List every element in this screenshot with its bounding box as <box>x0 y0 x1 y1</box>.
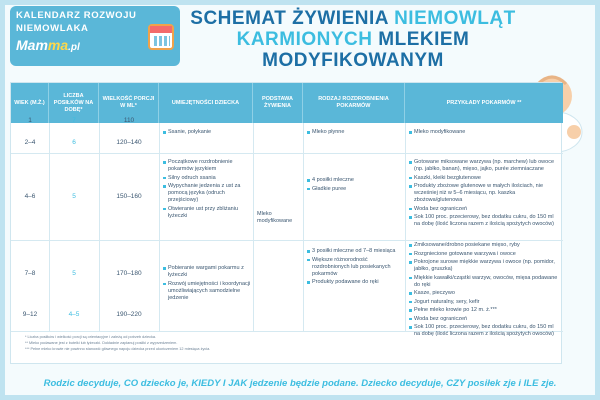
row-4-portion: 170–180 <box>116 270 142 277</box>
column-divider <box>159 123 160 331</box>
row-2-portion: 120–140 <box>116 139 142 146</box>
list-item: Sok 100 proc. przecierowy, bez dodatku cukru, do 150 ml na dobę (ilość liczona razem z ilością spożytych owoców) <box>409 324 561 338</box>
skills-list-b <box>163 159 251 221</box>
row-1-portion: 110 <box>123 117 135 124</box>
row-5-portion: 190–220 <box>116 311 142 318</box>
texture-list-c <box>307 248 403 288</box>
column-divider <box>405 123 406 331</box>
list-item: Otwieranie ust przy zbliżaniu łyżeczki <box>163 206 251 220</box>
list-item: Pobieranie wargami pokarmu z łyżeczki <box>163 265 251 279</box>
column-divider <box>99 123 100 331</box>
examples-list-b <box>409 159 561 230</box>
examples-list-a <box>409 129 561 138</box>
list-item: Pokrojone surowe miękkie warzywa i owoce (np. pomidor, jabłko, gruszka) <box>409 259 561 273</box>
feeding-table <box>10 82 562 364</box>
list-item: Miękkie kawałki/cząstki warzyw, owoców, mięsa podawane do ręki <box>409 275 561 289</box>
list-item: Woda bez ograniczeń <box>409 316 561 323</box>
texture-list-b <box>307 177 403 194</box>
row-3-age: 4–6 <box>24 193 36 200</box>
brand-box <box>10 6 180 66</box>
logo-part-c: .pl <box>68 42 80 53</box>
header-portion: WIELKOŚĆ PORCJI W ML* <box>99 83 159 123</box>
row-5-meals: 4–5 <box>68 311 80 318</box>
row-3-meals: 5 <box>72 193 76 200</box>
bottom-tagline: Rodzic decyduje, CO dziecko je, KIEDY I JAK jedzenie będzie podane. Dziecko decyduje, CZY posiłek zje i ILE zje. <box>43 378 557 389</box>
row-2-meals: 6 <box>72 139 76 146</box>
list-item: Rozwój umiejętności i koordynacji umożliwiających samodzielne jedzenie <box>163 281 251 302</box>
list-item: Sok 100 proc. przecierowy, bez dodatku cukru, do 150 ml na dobę (ilość liczona razem z ilością spożytych owoców) <box>409 214 561 228</box>
header-skills: UMIEJĘTNOŚCI DZIECKA <box>159 83 253 123</box>
header-meals: LICZBA POSIŁKÓW NA DOBĘ* <box>49 83 99 123</box>
list-item: Gotowane miksowane warzywa (np. marchew) lub owoce (np. jabłko, banan), mięso, jajko, purée ziemniaczane <box>409 159 561 173</box>
list-item: Ssanie, połykanie <box>163 129 251 136</box>
list-item: Gładkie puree <box>307 186 403 193</box>
page-title <box>188 8 518 71</box>
header-texture: RODZAJ ROZDROBNIENIA POKARMÓW <box>303 83 405 123</box>
list-item: Pełne mleko krowie po 12 m. ż.*** <box>409 307 561 314</box>
column-divider <box>303 123 304 331</box>
list-item: Rozgniecione gotowane warzywa i owoce <box>409 251 561 258</box>
list-item: Mleko płynne <box>307 129 403 136</box>
list-item: 4 posiłki mleczne <box>307 177 403 184</box>
row-4-meals: 5 <box>72 270 76 277</box>
row-5-age: 9–12 <box>22 311 38 318</box>
list-item: Mleko modyfikowane <box>409 129 561 136</box>
logo-part-b: ma <box>47 37 69 53</box>
row-divider <box>11 153 563 154</box>
row-2-age: 2–4 <box>24 139 36 146</box>
skills-list-c <box>163 265 251 303</box>
brand-line-2: NIEMOWLAKA <box>16 23 89 34</box>
list-item: 3 posiłki mleczne od 7–8 miesiąca <box>307 248 403 255</box>
row-4-age: 7–8 <box>24 270 36 277</box>
list-item: Produkty podawane do ręki <box>307 279 403 286</box>
calendar-icon <box>148 24 174 50</box>
list-item: Silny odruch ssania <box>163 175 251 182</box>
row-1-age: 1 <box>28 117 32 124</box>
header-examples: PRZYKŁADY POKARMÓW ** <box>405 83 563 123</box>
list-item: Jogurt naturalny, sery, kefir <box>409 299 561 306</box>
skills-list-a <box>163 129 251 138</box>
list-item: Produkty zbożowe glutenowe w małych ilościach, nie wcześniej niż w 5–6 miesiącu, np. kaszka zbożowa/glutenowa <box>409 183 561 204</box>
examples-list-c <box>409 242 561 340</box>
texture-list-a <box>307 129 403 138</box>
list-item: Kasze, pieczywo <box>409 290 561 297</box>
footnote-3: *** Pełne mleko krowie nie powinno stanowić głównego napoju dziecka przed ukończeniem 12 miesiąca życia. <box>25 347 211 351</box>
logo-part-a: Mam <box>16 37 48 53</box>
row-3-portion: 150–160 <box>116 193 142 200</box>
title-part-1: SCHEMAT ŻYWIENIA <box>190 8 395 29</box>
brand-line-1: KALENDARZ ROZWOJU <box>16 10 137 21</box>
list-item: Wypychanie jedzenia z ust za pomocą języka (odruch przejściowy) <box>163 183 251 204</box>
column-divider <box>253 123 254 331</box>
footnote-2: ** Mleko podawane jest z butelki lub łyżeczki. Dokładnie zaplanuj posiłki z wyprzedzeniem. <box>25 341 178 345</box>
list-item: Woda bez ograniczeń <box>409 206 561 213</box>
list-item: Kaszki, kleiki bezglutenowe <box>409 175 561 182</box>
list-item: Początkowe rozdrobnienie pokarmów językiem <box>163 159 251 173</box>
header-age: WIEK (M.Ż.) <box>11 83 49 123</box>
list-item: Zmiksowane/drobno posiekane mięso, ryby <box>409 242 561 249</box>
list-item: Większe różnorodność rozdrobnionych lub posiekanych pokarmów <box>307 257 403 278</box>
column-divider <box>49 123 50 331</box>
footnote-1: * Liczba posiłków i wielkość porcji są orientacyjne i zależą od potrzeb dziecka. <box>25 335 157 339</box>
title-part-4: MLEKIEM <box>372 29 470 50</box>
header-basis: PODSTAWA ŻYWIENIA <box>253 83 303 123</box>
title-part-5: MODYFIKOWANYM <box>262 50 444 71</box>
row-1-meals: 7 <box>72 117 76 124</box>
row-divider <box>11 240 563 241</box>
title-part-3: KARMIONYCH <box>236 29 373 50</box>
basis-text: Mleko modyfikowane <box>257 211 293 224</box>
title-part-2: NIEMOWLĄT <box>394 8 516 29</box>
